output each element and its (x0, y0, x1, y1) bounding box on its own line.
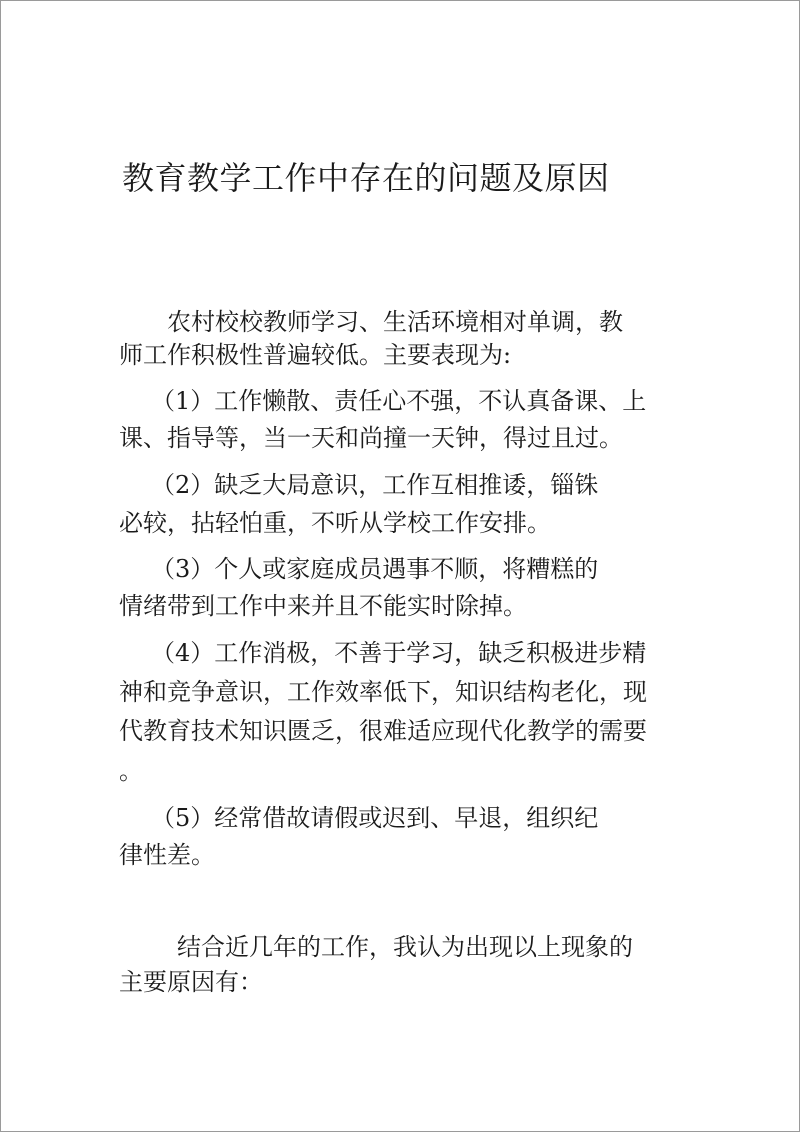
intro-line-1: 农村校校教师学习、生活环境相对单调，教 (167, 308, 623, 336)
item-1-line-1: （1）工作懒散、责任心不强，不认真备课、上 (151, 387, 647, 415)
item-2-line-1: （2）缺乏大局意识，工作互相推诿，锱铢 (151, 471, 599, 499)
conclusion-line-1: 结合近几年的工作，我认为出现以上现象的 (177, 933, 633, 961)
item-5-line-1: （5）经常借故请假或迟到、早退，组织纪 (151, 804, 599, 832)
item-2-line-2: 必较，拈轻怕重，不听从学校工作安排。 (119, 509, 551, 537)
item-4-line-1: （4）工作消极，不善于学习，缺乏积极进步精 (151, 639, 647, 667)
intro-line-2: 师工作积极性普遍较低。主要表现为: (119, 341, 512, 369)
item-4-line-4: 。 (119, 757, 143, 785)
document-title: 教育教学工作中存在的问题及原因 (122, 159, 610, 197)
item-4-line-2: 神和竞争意识，工作效率低下，知识结构老化，现 (119, 678, 647, 706)
item-3-line-2: 情绪带到工作中来并且不能实时除掉。 (119, 592, 527, 620)
item-1-line-2: 课、指导等，当一天和尚撞一天钟，得过且过。 (119, 424, 623, 452)
conclusion-line-2: 主要原因有： (119, 968, 263, 996)
item-5-line-2: 律性差。 (119, 841, 215, 869)
item-3-line-1: （3）个人或家庭成员遇事不顺，将糟糕的 (151, 555, 599, 583)
item-4-line-3: 代教育技术知识匮乏，很难适应现代化教学的需要 (119, 717, 647, 745)
